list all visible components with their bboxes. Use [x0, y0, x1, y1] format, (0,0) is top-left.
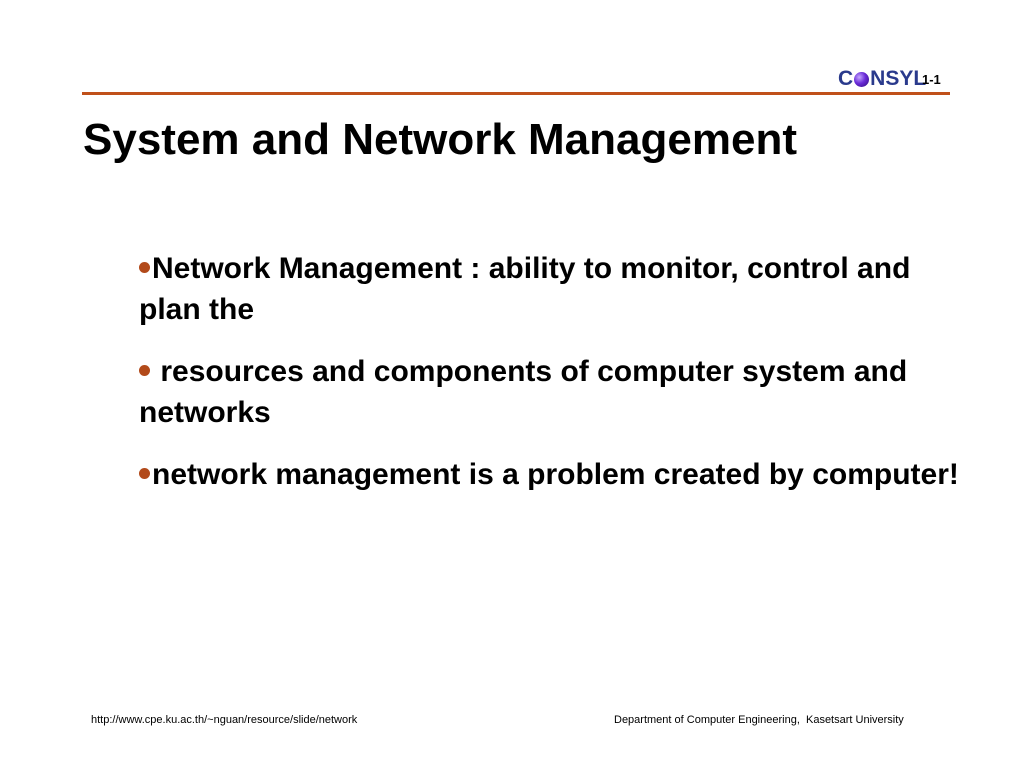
bullet-item [139, 248, 959, 330]
footer-department: Department of Computer Engineering, Kasetsart University [614, 714, 904, 726]
bullet-text: Network Management : ability to monitor, control and plan the [139, 252, 911, 326]
logo-sphere-icon [854, 72, 869, 87]
bullet-dot-icon [139, 468, 150, 479]
bullet-text: resources and components of computer system and networks [139, 355, 908, 429]
slide-title: System and Network Management [83, 115, 797, 164]
bullet-list [139, 248, 959, 516]
header-divider [82, 92, 950, 95]
footer-url: http://www.cpe.ku.ac.th/~nguan/resource/slide/network [91, 714, 358, 726]
slide-number: 1-1 [922, 72, 941, 87]
logo-letters: NSYL [870, 67, 927, 90]
bullet-dot-icon [139, 365, 150, 376]
bullet-dot-icon [139, 262, 150, 273]
bullet-item [139, 351, 959, 433]
bullet-text: network management is a problem created by computer! [152, 458, 959, 491]
consyl-logo [838, 66, 926, 92]
bullet-item [139, 454, 959, 495]
logo-letter-c: C [838, 67, 854, 90]
